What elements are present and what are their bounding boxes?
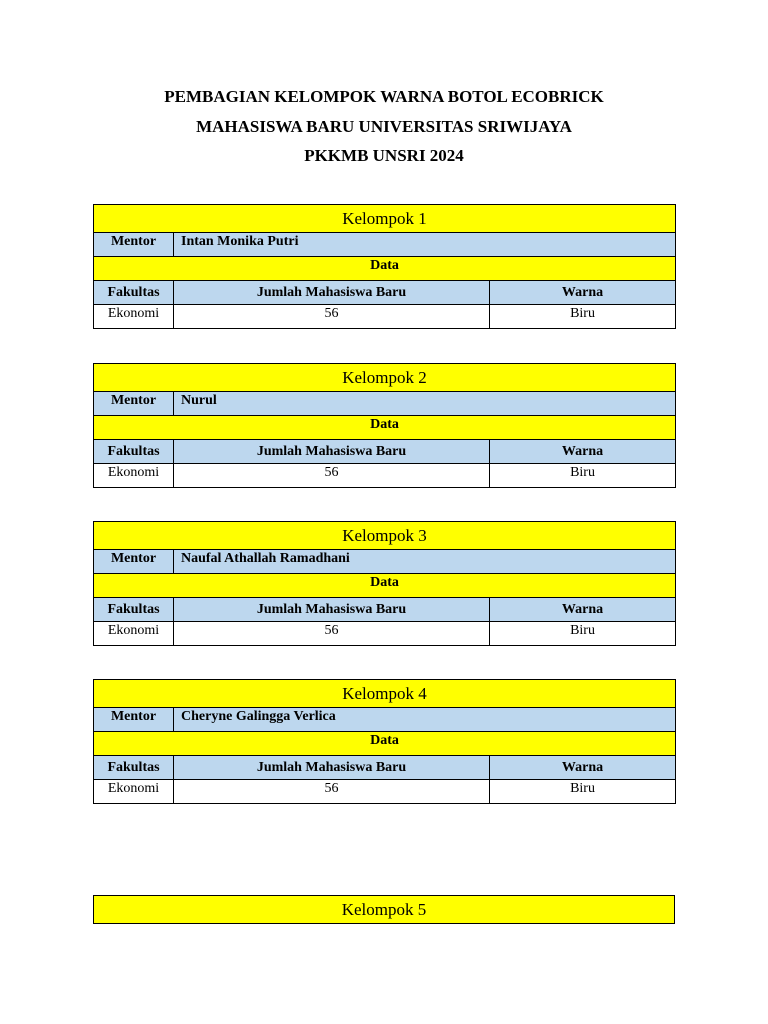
col-header-fakultas: Fakultas: [94, 281, 174, 305]
mentor-label: Mentor: [94, 708, 174, 732]
cell-jumlah: 56: [174, 622, 490, 646]
group-table-1: [93, 204, 675, 329]
col-header-warna: Warna: [490, 281, 676, 305]
col-header-jumlah: Jumlah Mahasiswa Baru: [174, 598, 490, 622]
group-title: Kelompok 3: [94, 522, 676, 550]
group-table-4: [93, 679, 675, 804]
col-header-warna: Warna: [490, 440, 676, 464]
group-title: Kelompok 4: [94, 680, 676, 708]
title-line-1: PEMBAGIAN KELOMPOK WARNA BOTOL ECOBRICK: [164, 87, 604, 106]
cell-warna: Biru: [490, 305, 676, 329]
cell-jumlah: 56: [174, 305, 490, 329]
document-header: [0, 84, 768, 173]
cell-warna: Biru: [490, 464, 676, 488]
cell-fakultas: Ekonomi: [94, 780, 174, 804]
mentor-label: Mentor: [94, 392, 174, 416]
group-title: Kelompok 2: [94, 364, 676, 392]
col-header-fakultas: Fakultas: [94, 440, 174, 464]
col-header-jumlah: Jumlah Mahasiswa Baru: [174, 756, 490, 780]
group-title: Kelompok 5: [94, 896, 675, 924]
col-header-fakultas: Fakultas: [94, 756, 174, 780]
cell-fakultas: Ekonomi: [94, 305, 174, 329]
mentor-label: Mentor: [94, 550, 174, 574]
group-title: Kelompok 1: [94, 205, 676, 233]
data-label: Data: [94, 416, 676, 440]
cell-fakultas: Ekonomi: [94, 464, 174, 488]
col-header-jumlah: Jumlah Mahasiswa Baru: [174, 440, 490, 464]
title-line-2: MAHASISWA BARU UNIVERSITAS SRIWIJAYA: [196, 116, 572, 136]
mentor-label: Mentor: [94, 233, 174, 257]
cell-fakultas: Ekonomi: [94, 622, 174, 646]
data-label: Data: [94, 257, 676, 281]
col-header-jumlah: Jumlah Mahasiswa Baru: [174, 281, 490, 305]
col-header-warna: Warna: [490, 756, 676, 780]
cell-warna: Biru: [490, 622, 676, 646]
mentor-name: Cheryne Galingga Verlica: [174, 708, 676, 732]
mentor-name: Naufal Athallah Ramadhani: [174, 550, 676, 574]
mentor-name: Intan Monika Putri: [174, 233, 676, 257]
col-header-fakultas: Fakultas: [94, 598, 174, 622]
cell-warna: Biru: [490, 780, 676, 804]
group-table-2: [93, 363, 675, 488]
data-label: Data: [94, 574, 676, 598]
cell-jumlah: 56: [174, 780, 490, 804]
mentor-name: Nurul: [174, 392, 676, 416]
data-label: Data: [94, 732, 676, 756]
title-line-3: PKKMB UNSRI 2024: [304, 146, 464, 165]
group-table-5: [93, 895, 675, 924]
cell-jumlah: 56: [174, 464, 490, 488]
group-table-3: [93, 521, 675, 646]
col-header-warna: Warna: [490, 598, 676, 622]
